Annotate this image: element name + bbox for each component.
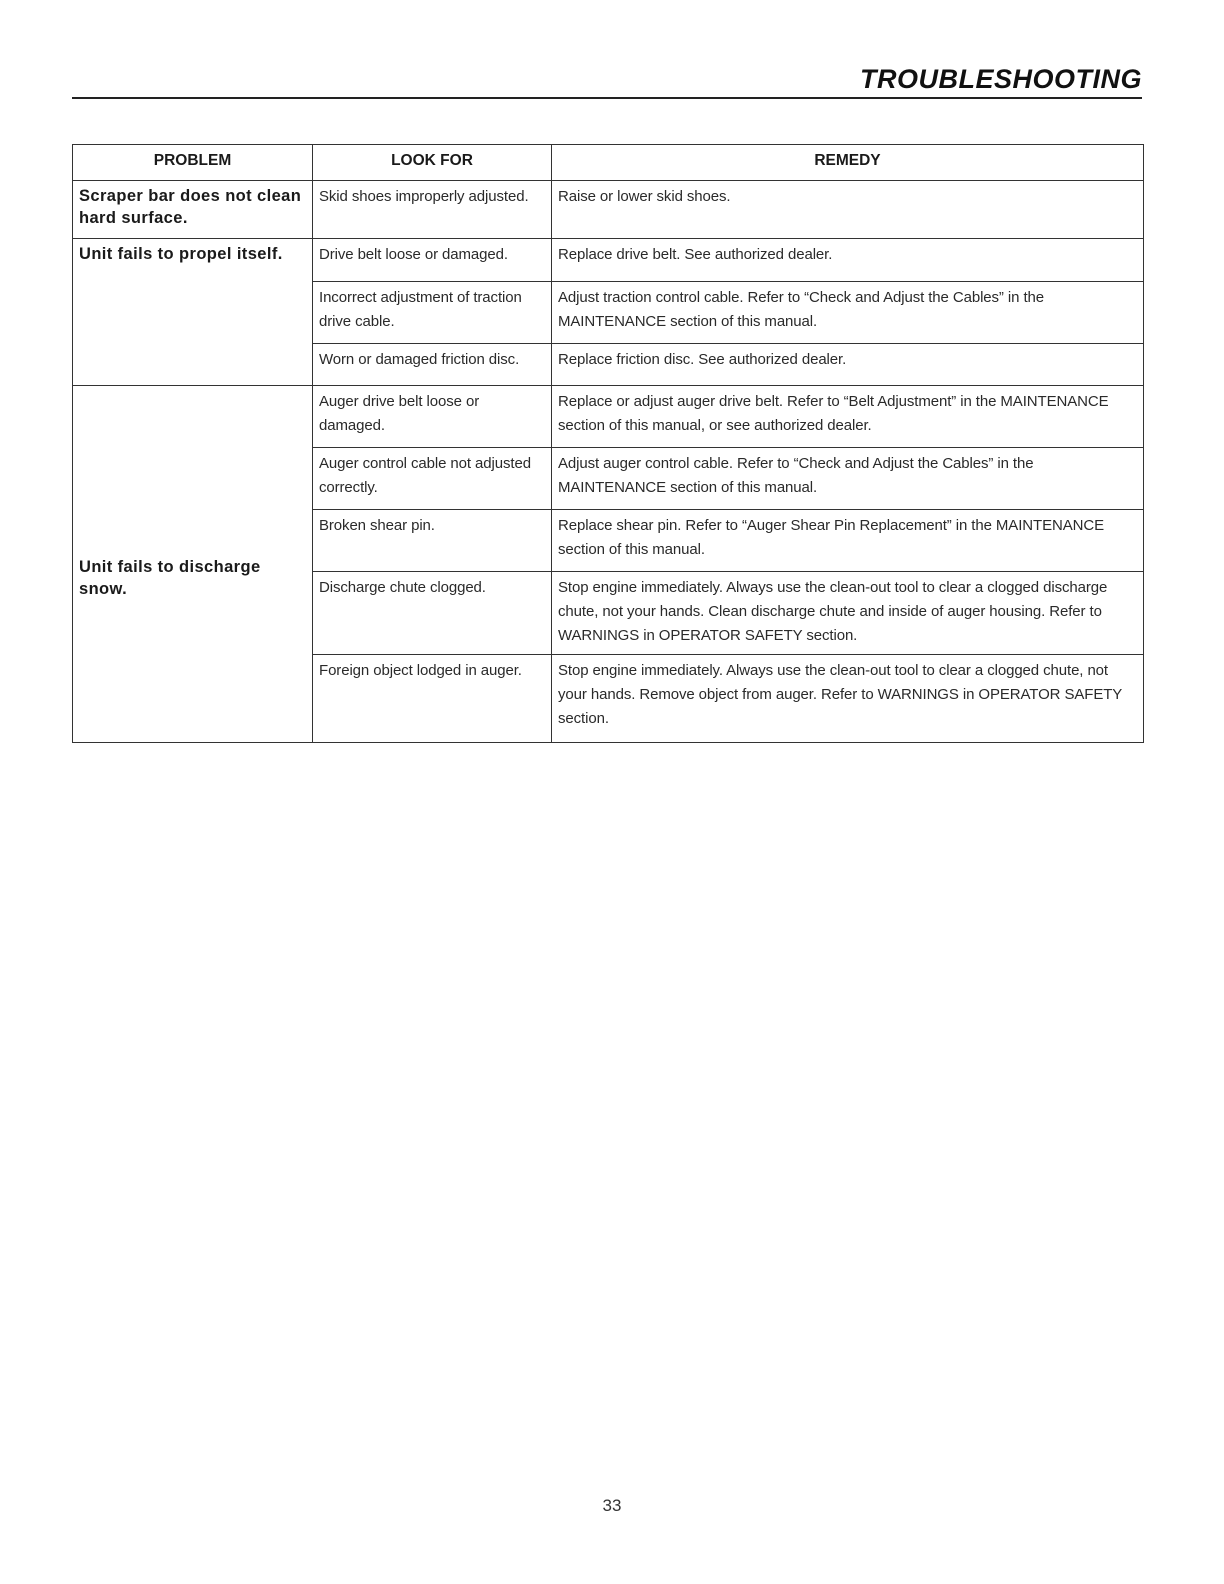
remedy-cell: Replace drive belt. See authorized dealer. [552,239,1144,282]
look-for-cell: Worn or damaged friction disc. [313,344,552,386]
look-for-cell: Foreign object lodged in auger. [313,655,552,743]
look-for-cell: Discharge chute clogged. [313,572,552,655]
table-header-row [73,145,1144,181]
column-header-problem: PROBLEM [73,145,313,181]
remedy-cell: Stop engine immediately. Always use the clean-out tool to clear a clogged chute, not your hands. Remove object from auger. Refer to WARNINGS in OPERATOR SAFETY section. [552,655,1144,743]
troubleshooting-table [72,144,1144,743]
page-title: TROUBLESHOOTING [860,64,1142,94]
table-row [73,386,1144,448]
remedy-cell: Stop engine immediately. Always use the clean-out tool to clear a clogged discharge chute, not your hands. Clean discharge chute and inside of auger housing. Refer to WARNINGS in OPERATOR SAFETY section. [552,572,1144,655]
remedy-cell: Adjust traction control cable. Refer to “Check and Adjust the Cables” in the MAINTENANCE section of this manual. [552,282,1144,344]
column-header-remedy: REMEDY [552,145,1144,181]
header-rule [72,97,1142,99]
look-for-cell: Broken shear pin. [313,510,552,572]
remedy-cell: Replace friction disc. See authorized dealer. [552,344,1144,386]
table-row [73,181,1144,239]
column-header-look-for: LOOK FOR [313,145,552,181]
remedy-cell: Raise or lower skid shoes. [552,181,1144,239]
page-number: 33 [602,1496,622,1515]
remedy-cell: Replace shear pin. Refer to “Auger Shear Pin Replacement” in the MAINTENANCE section of this manual. [552,510,1144,572]
look-for-cell: Auger drive belt loose or damaged. [313,386,552,448]
look-for-cell: Incorrect adjustment of traction drive cable. [313,282,552,344]
problem-cell: Unit fails to discharge snow. [73,386,313,743]
look-for-cell: Drive belt loose or damaged. [313,239,552,282]
table-row [73,239,1144,282]
problem-cell: Scraper bar does not clean hard surface. [73,181,313,239]
problem-cell: Unit fails to propel itself. [73,239,313,386]
look-for-cell: Auger control cable not adjusted correctly. [313,448,552,510]
look-for-cell: Skid shoes improperly adjusted. [313,181,552,239]
remedy-cell: Adjust auger control cable. Refer to “Check and Adjust the Cables” in the MAINTENANCE section of this manual. [552,448,1144,510]
remedy-cell: Replace or adjust auger drive belt. Refer to “Belt Adjustment” in the MAINTENANCE section of this manual, or see authorized dealer. [552,386,1144,448]
